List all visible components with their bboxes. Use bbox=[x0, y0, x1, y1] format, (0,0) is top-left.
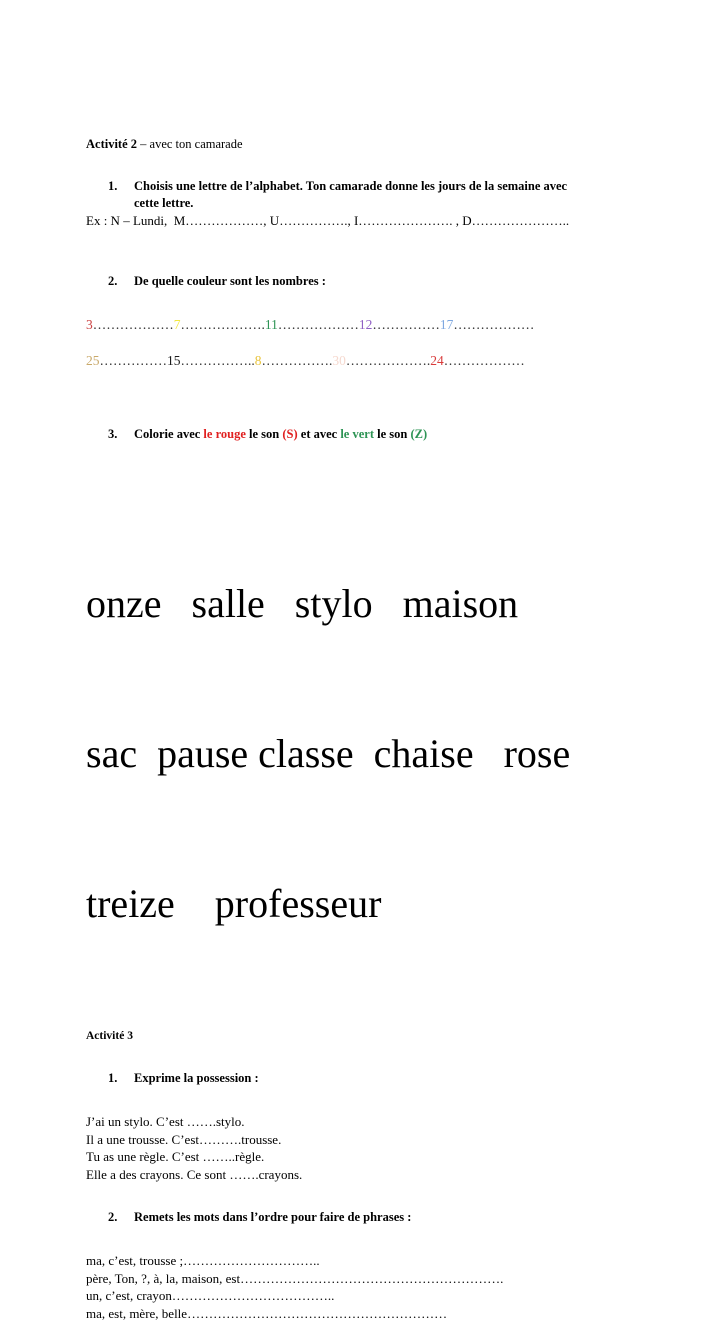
color-row-1-dots-5: ……………… bbox=[278, 317, 359, 332]
word-order-line-1: ma, c’est, trousse ;………………………….. bbox=[86, 1252, 642, 1270]
possession-answer-lines bbox=[86, 1113, 642, 1183]
activity3-item2-marker: 2. bbox=[86, 1209, 134, 1226]
color-row-2-number-30: 30 bbox=[332, 353, 346, 368]
color-number-row-1 bbox=[86, 316, 642, 334]
activity2-item1-line1: Choisis une lettre de l’alphabet. Ton camarade donne les jours de la semaine avec bbox=[134, 179, 567, 193]
color-row-2-number-25: 25 bbox=[86, 353, 100, 368]
spacer bbox=[86, 229, 642, 273]
spacer bbox=[86, 290, 642, 316]
activity2-title: Activité 2 bbox=[86, 137, 137, 151]
color-row-2-number-15: 15 bbox=[167, 353, 181, 368]
item3-sound-z: (Z) bbox=[410, 427, 427, 441]
spacer bbox=[86, 152, 642, 178]
activity2-item1-example: Ex : N – Lundi, M………………, U……………., I…………………. , D………………….. bbox=[86, 212, 642, 229]
word-bank bbox=[86, 479, 642, 1029]
word-bank-line-3: treize professeur bbox=[86, 879, 642, 929]
item3-le-rouge: le rouge bbox=[203, 427, 245, 441]
activity2-item1-line2: cette lettre. bbox=[134, 196, 193, 210]
word-bank-line-1: onze salle stylo maison bbox=[86, 579, 642, 629]
activity3-item1-marker: 1. bbox=[86, 1070, 134, 1087]
activity2-subtitle: – avec ton camarade bbox=[137, 137, 243, 151]
possession-line-3: Tu as une règle. C’est ……..règle. bbox=[86, 1148, 642, 1166]
activity2-item1 bbox=[86, 178, 642, 212]
activity2-heading bbox=[86, 136, 642, 152]
color-row-2-number-24: 24 bbox=[430, 353, 444, 368]
color-row-1-number-7: 7 bbox=[174, 317, 181, 332]
color-row-1-dots-7: …………… bbox=[372, 317, 440, 332]
activity2-item3-marker: 3. bbox=[86, 426, 134, 443]
word-order-answer-lines bbox=[86, 1252, 642, 1322]
color-row-1-number-17: 17 bbox=[440, 317, 454, 332]
page-content bbox=[86, 136, 642, 1322]
color-number-row-2 bbox=[86, 352, 642, 370]
color-row-2-dots-1: …………… bbox=[100, 353, 168, 368]
activity3-item1-text: Exprime la possession : bbox=[134, 1070, 259, 1087]
possession-line-1: J’ai un stylo. C’est …….stylo. bbox=[86, 1113, 642, 1131]
activity3-title: Activité 3 bbox=[86, 1029, 642, 1044]
item3-seg3: et avec bbox=[298, 427, 341, 441]
item3-le-vert: le vert bbox=[340, 427, 374, 441]
color-row-1-dots-9: ……………… bbox=[453, 317, 534, 332]
spacer bbox=[86, 1226, 642, 1252]
color-row-1-number-11: 11 bbox=[265, 317, 278, 332]
activity2-item3-text bbox=[134, 426, 427, 443]
activity2-item1-text bbox=[134, 178, 567, 212]
activity2-item3 bbox=[86, 426, 642, 443]
spacer bbox=[86, 414, 642, 426]
activity3-item2 bbox=[86, 1209, 642, 1226]
word-order-line-4: ma, est, mère, belle…………………………………………………… bbox=[86, 1305, 642, 1322]
possession-line-4: Elle a des crayons. Ce sont …….crayons. bbox=[86, 1166, 642, 1184]
item3-sound-s: (S) bbox=[282, 427, 297, 441]
activity2-item2 bbox=[86, 273, 642, 290]
spacer bbox=[86, 1183, 642, 1209]
spacer bbox=[86, 443, 642, 479]
color-row-1-number-3: 3 bbox=[86, 317, 93, 332]
activity2-item2-marker: 2. bbox=[86, 273, 134, 290]
activity3-item2-text: Remets les mots dans l’ordre pour faire de phrases : bbox=[134, 1209, 411, 1226]
spacer bbox=[86, 370, 642, 414]
color-row-2-dots-3: …………….. bbox=[181, 353, 255, 368]
item3-seg4: le son bbox=[374, 427, 410, 441]
word-bank-line-2: sac pause classe chaise rose bbox=[86, 729, 642, 779]
item3-seg1: Colorie avec bbox=[134, 427, 203, 441]
color-row-2-dots-7: ………………. bbox=[346, 353, 430, 368]
possession-line-2: Il a une trousse. C’est……….trousse. bbox=[86, 1131, 642, 1149]
activity2-item2-text: De quelle couleur sont les nombres : bbox=[134, 273, 326, 290]
color-row-1-number-12: 12 bbox=[359, 317, 373, 332]
color-row-2-number-8: 8 bbox=[255, 353, 262, 368]
activity3-item1 bbox=[86, 1070, 642, 1087]
color-row-1-dots-1: ……………… bbox=[93, 317, 174, 332]
spacer bbox=[86, 334, 642, 352]
item3-seg2: le son bbox=[246, 427, 282, 441]
color-row-1-dots-3: ………………. bbox=[181, 317, 265, 332]
spacer bbox=[86, 1044, 642, 1070]
word-order-line-2: père, Ton, ?, à, la, maison, est……………………………………………………. bbox=[86, 1270, 642, 1288]
word-order-line-3: un, c’est, crayon……………………………….. bbox=[86, 1287, 642, 1305]
activity2-item1-marker: 1. bbox=[86, 178, 134, 212]
color-row-2-dots-5: ……………. bbox=[262, 353, 333, 368]
color-row-2-dots-9: ……………… bbox=[444, 353, 525, 368]
spacer bbox=[86, 1087, 642, 1113]
